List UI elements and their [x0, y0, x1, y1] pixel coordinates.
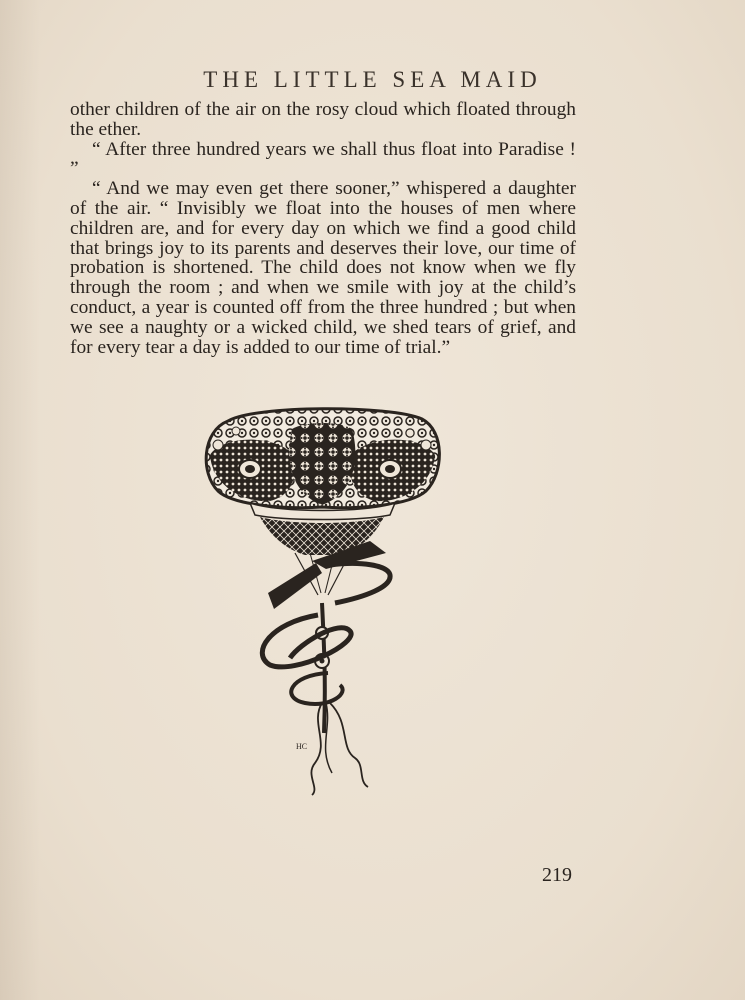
paragraph: “ After three hundred years we shall thus float into Paradise ! ”	[70, 138, 576, 180]
running-head: THE LITTLE SEA MAID	[203, 67, 542, 92]
gutter-shadow	[0, 0, 40, 1000]
paragraph: “ And we may even get there sooner,” whispered a daughter of the air. “ Invisibly we float into the houses of men where children are, and for every day on which we find a good child that brings joy to its parents and deserves their love, our time of probation is shortened. The child does not know when we fly through the room ; and when we smile with joy at the child’s conduct, a year is counted off from the three hundred ; but when we see a naughty or a wicked child, we shed tears of grief, and for every tear a day is added to our time of trial.”	[70, 178, 576, 358]
illustrator-monogram: HC	[296, 742, 308, 751]
ornate-headdress-illustration-icon	[200, 403, 445, 803]
paragraph-continued: other children of the air on the rosy cloud which floated through the ether.	[70, 99, 576, 140]
page-number: 219	[542, 864, 572, 886]
body-text	[70, 100, 576, 357]
